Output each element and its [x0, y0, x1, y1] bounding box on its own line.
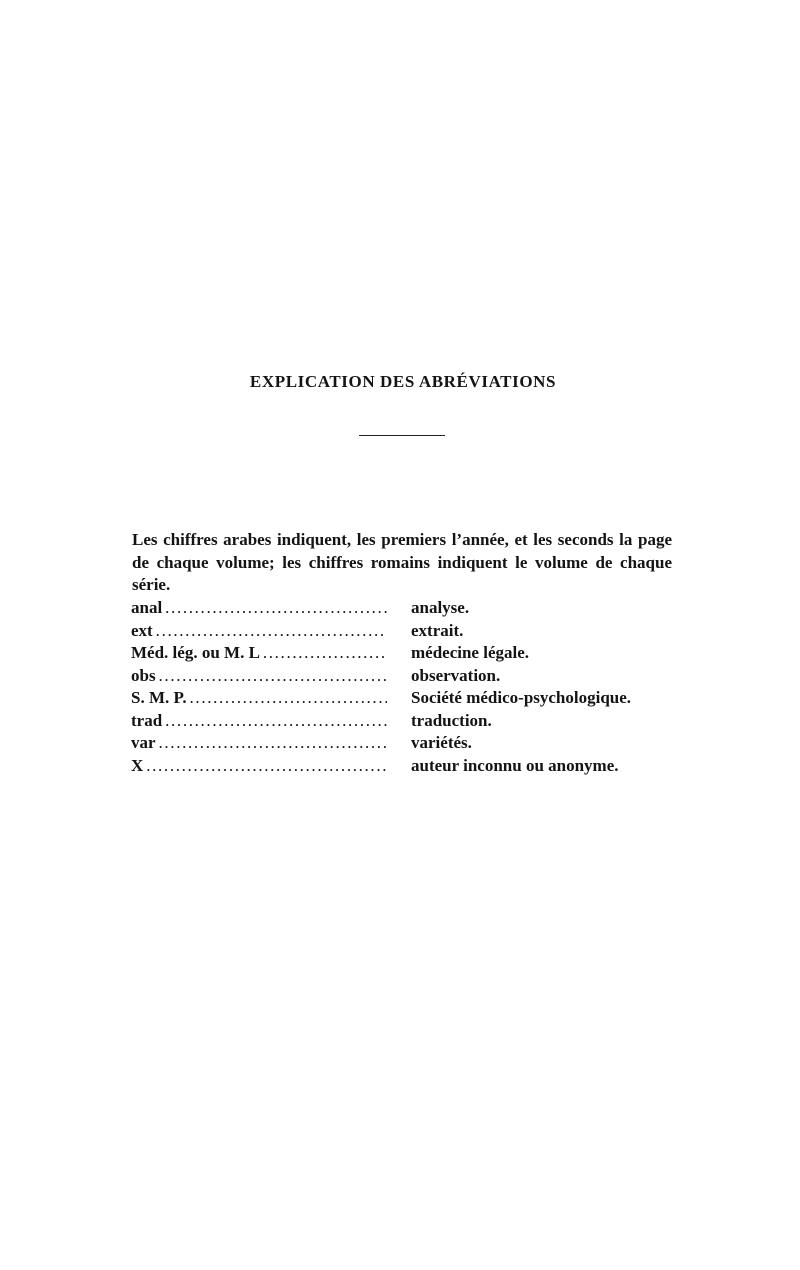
- abbreviation-entry: [131, 621, 691, 644]
- abbreviation-term: ext . . .: [131, 621, 387, 641]
- abbreviation-term: anal . . .: [131, 598, 387, 618]
- abbreviation-definition: traduction.: [411, 710, 492, 730]
- abbreviation-entry: [131, 688, 691, 711]
- abbreviation-term: Méd. lég. ou M. L . . .: [131, 643, 387, 663]
- abbreviation-definition: Société médico-psychologique.: [411, 688, 632, 707]
- abbreviation-definition: médecine légale.: [411, 643, 530, 662]
- abbreviation-term: var . . .: [131, 733, 387, 753]
- abbreviation-definition: observation.: [411, 665, 501, 685]
- abbreviation-entry: [131, 756, 691, 779]
- abbreviation-definition: analyse.: [411, 598, 470, 617]
- abbreviation-definition: variétés.: [411, 733, 472, 752]
- page-title: EXPLICATION DES ABRÉVIATIONS: [249, 372, 557, 391]
- abbreviation-term: obs . . .: [131, 666, 387, 686]
- abbreviation-entry: [131, 711, 691, 734]
- abbreviation-entry: [131, 598, 691, 621]
- abbreviation-entry: [131, 643, 691, 666]
- abbreviation-definition: extrait.: [411, 620, 464, 640]
- abbreviation-definition: auteur inconnu ou anonyme.: [411, 755, 619, 775]
- title-rule: [359, 435, 445, 436]
- intro-paragraph: Les chiffres arabes indiquent, les premiers l’année, et les seconds la page de chaque volume; les chiffres romains indiquent le volume de chaque série.: [132, 530, 672, 594]
- abbreviation-entry: [131, 666, 691, 689]
- abbreviation-term: S. M. P. . . .: [131, 688, 387, 708]
- abbreviation-entry: [131, 733, 691, 756]
- abbreviation-term: X . . .: [131, 756, 387, 776]
- abbreviation-term: trad . . .: [131, 711, 387, 731]
- abbreviation-list: [131, 598, 691, 778]
